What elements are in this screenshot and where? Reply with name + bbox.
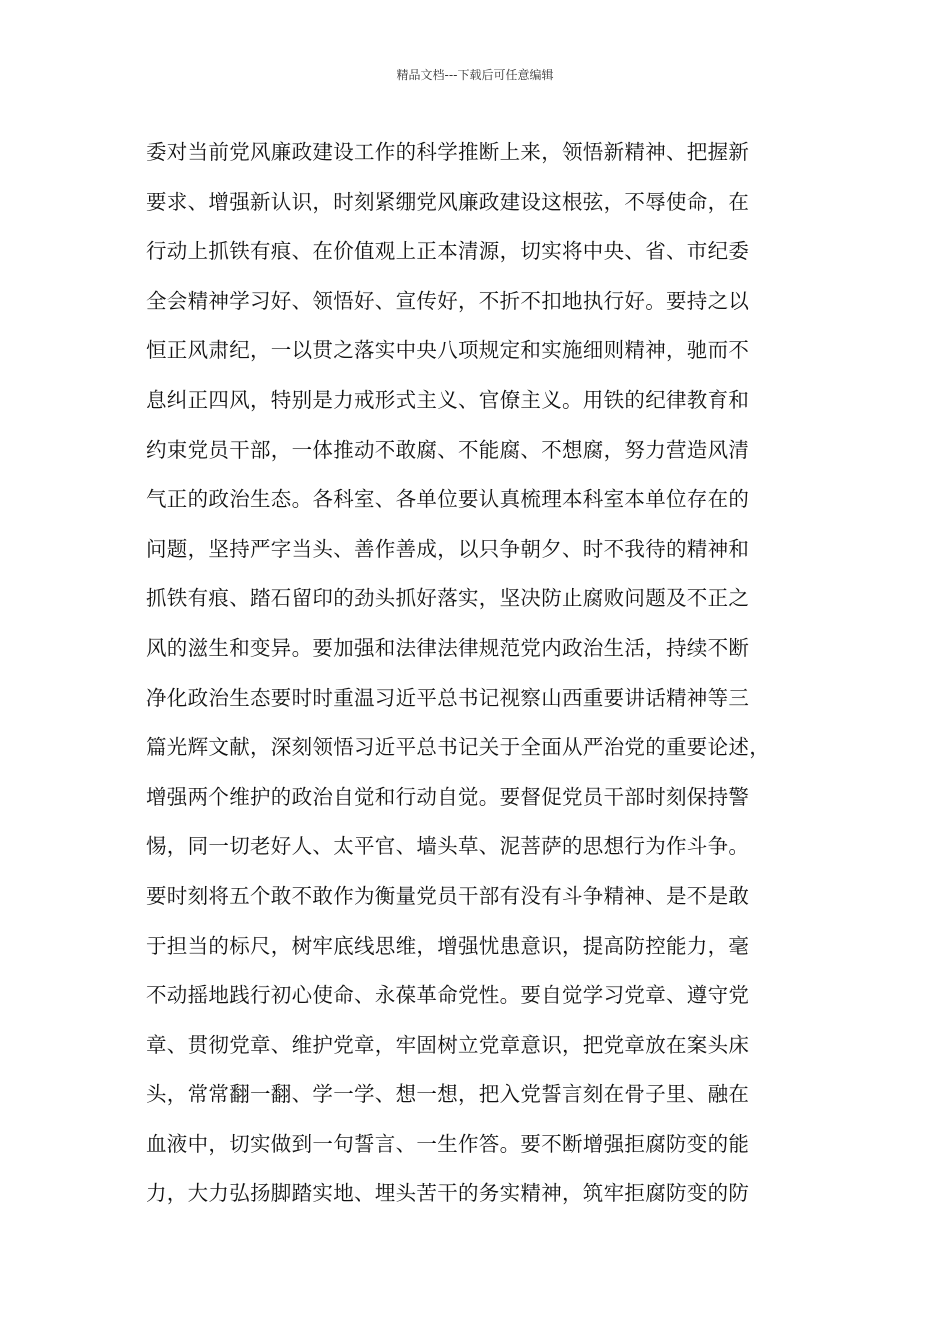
paragraph-line: 约束党员干部，一体推动不敢腐、不能腐、不想腐，努力营造风清 [146,437,750,462]
paragraph-line: 行动上抓铁有痕、在价值观上正本清源，切实将中央、省、市纪委 [146,239,750,264]
paragraph-line: 息纠正四风，特别是力戒形式主义、官僚主义。用铁的纪律教育和 [146,387,750,412]
paragraph-line: 力，大力弘扬脚踏实地、埋头苦干的务实精神，筑牢拒腐防变的防 [146,1181,750,1206]
paragraph-line: 问题，坚持严字当头、善作善成，以只争朝夕、时不我待的精神和 [146,536,750,561]
paragraph-line: 不动摇地践行初心使命、永葆革命党性。要自觉学习党章、遵守党 [146,983,750,1008]
paragraph-line: 篇光辉文献，深刻领悟习近平总书记关于全面从严治党的重要论述， [146,735,770,760]
paragraph-line: 抓铁有痕、踏石留印的劲头抓好落实，坚决防止腐败问题及不正之 [146,586,750,611]
paragraph-line: 增强两个维护的政治自觉和行动自觉。要督促党员干部时刻保持警 [146,784,750,809]
paragraph-line: 委对当前党风廉政建设工作的科学推断上来，领悟新精神、把握新 [146,140,750,164]
paragraph-line: 气正的政治生态。各科室、各单位要认真梳理本科室本单位存在的 [146,487,750,512]
body-text [146,128,811,1219]
paragraph-line: 于担当的标尺，树牢底线思维，增强忧患意识，提高防控能力，毫 [146,933,750,958]
paragraph-line: 恒正风肃纪，一以贯之落实中央八项规定和实施细则精神，驰而不 [146,338,750,363]
paragraph-line: 净化政治生态要时时重温习近平总书记视察山西重要讲话精神等三 [146,685,750,710]
page-header: 精品文档---下载后可任意编辑 [396,68,554,82]
paragraph-line: 头，常常翻一翻、学一学、想一想，把入党誓言刻在骨子里、融在 [146,1082,750,1107]
paragraph-line: 章、贯彻党章、维护党章，牢固树立党章意识，把党章放在案头床 [146,1032,750,1057]
paragraph-line: 全会精神学习好、领悟好、宣传好，不折不扣地执行好。要持之以 [146,288,750,313]
paragraph-line: 惕，同一切老好人、太平官、墙头草、泥菩萨的思想行为作斗争。 [146,834,750,859]
paragraph-line: 血液中，切实做到一句誓言、一生作答。要不断增强拒腐防变的能 [146,1131,750,1156]
paragraph-line: 风的滋生和变异。要加强和法律法律规范党内政治生活，持续不断 [146,635,750,660]
paragraph-line: 要时刻将五个敢不敢作为衡量党员干部有没有斗争精神、是不是敢 [146,883,750,908]
paragraph-line: 要求、增强新认识，时刻紧绷党风廉政建设这根弦，不辱使命，在 [146,189,750,214]
